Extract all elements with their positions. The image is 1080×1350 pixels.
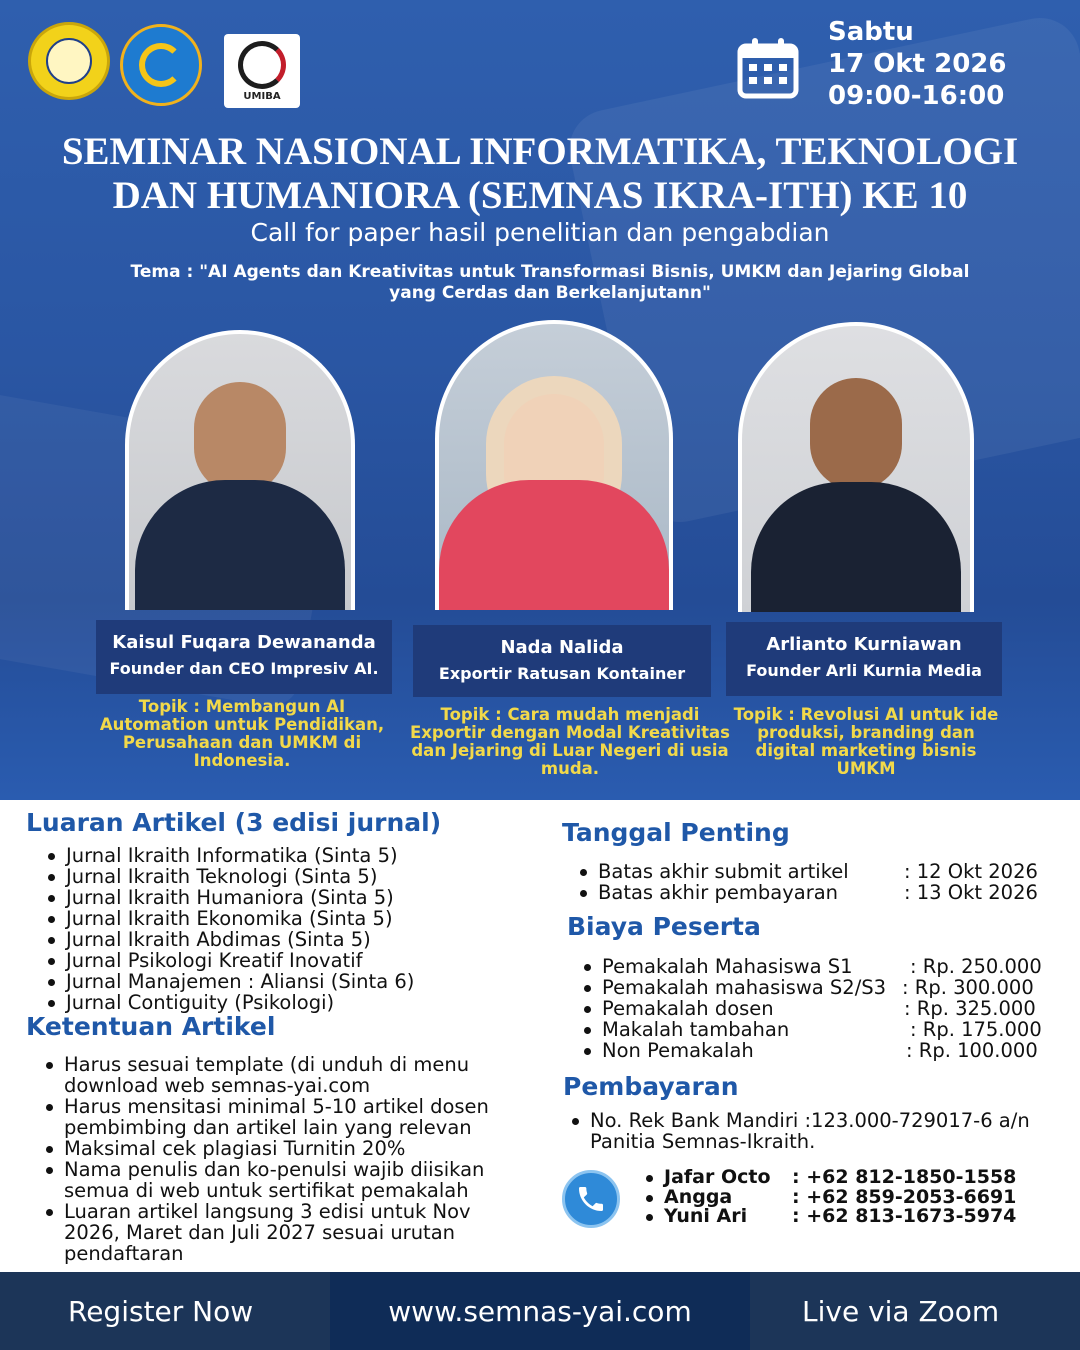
- list-item: Maksimal cek plagiasi Turnitin 20%: [42, 1138, 532, 1159]
- speaker-1-card: [96, 620, 392, 694]
- bank-account-holder: Panitia Semnas-Ikraith.: [590, 1130, 816, 1153]
- speaker-face: [810, 378, 902, 490]
- footer-bar: [0, 1272, 1080, 1350]
- speaker-outfit: [439, 480, 669, 610]
- speaker-photo-3: [738, 322, 974, 612]
- speaker-3-role: Founder Arli Kurnia Media: [746, 661, 982, 680]
- list-item: Luaran artikel langsung 3 edisi untuk Nov 2026, Maret dan Juli 2027 sesuai urutan pendaftaran: [42, 1201, 532, 1264]
- umiba-logo-text: UMIBA: [243, 90, 281, 102]
- speaker-2-role: Exportir Ratusan Kontainer: [438, 664, 686, 683]
- event-day: Sabtu: [828, 17, 914, 47]
- list-item: [576, 882, 1066, 903]
- biaya-value: : Rp. 300.000: [902, 976, 1034, 999]
- title-line-1: SEMINAR NASIONAL INFORMATIKA, TEKNOLOGI: [61, 130, 1019, 173]
- event-datetime: [828, 16, 1006, 112]
- tanggal-heading: Tanggal Penting: [562, 818, 790, 847]
- list-item: Jurnal Manajemen : Aliansi (Sinta 6): [44, 971, 524, 992]
- list-item: [580, 998, 1070, 1019]
- phone-icon: [562, 1170, 620, 1228]
- list-item: Jurnal Psikologi Kreatif Inovatif: [44, 950, 524, 971]
- speaker-1-role: Founder dan CEO Impresiv AI.: [109, 659, 379, 678]
- list-item: Jurnal Contiguity (Psikologi): [44, 992, 524, 1013]
- university-logo: [28, 22, 110, 100]
- contact-phone[interactable]: : +62 813-1673-5974: [792, 1205, 1017, 1227]
- event-subtitle: Call for paper hasil penelitian dan pengabdian: [250, 218, 830, 247]
- diktisaintek-logo: [120, 24, 202, 106]
- speaker-2-card: [413, 625, 711, 697]
- luaran-heading: Luaran Artikel (3 edisi jurnal): [26, 808, 442, 837]
- biaya-value: : Rp. 250.000: [910, 955, 1042, 978]
- speaker-photo-1: [125, 330, 355, 610]
- list-item: [580, 956, 1070, 977]
- biaya-label: Pemakalah dosen: [602, 997, 774, 1020]
- biaya-value: : Rp. 175.000: [910, 1018, 1042, 1041]
- pembayaran-list: [568, 1110, 1068, 1152]
- list-item: Jurnal Ikraith Ekonomika (Sinta 5): [44, 908, 524, 929]
- title-line-2: DAN HUMANIORA (SEMNAS IKRA-ITH) KE 10: [112, 174, 968, 217]
- speaker-face: [194, 382, 286, 494]
- speaker-2-name: Nada Nalida: [500, 637, 624, 658]
- tanggal-value: : 13 Okt 2026: [904, 881, 1038, 904]
- contact-row: [640, 1207, 1016, 1227]
- bank-account: No. Rek Bank Mandiri :123.000-729017-6 a/n: [590, 1109, 1030, 1132]
- speaker-suit: [135, 480, 345, 610]
- biaya-value: : Rp. 100.000: [906, 1039, 1038, 1062]
- theme-line-2: yang Cerdas dan Berkelanjutann": [389, 283, 711, 303]
- contact-phone[interactable]: : +62 859-2053-6691: [792, 1185, 1017, 1208]
- ketentuan-heading: Ketentuan Artikel: [26, 1012, 276, 1041]
- biaya-label: Makalah tambahan: [602, 1018, 790, 1041]
- ketentuan-list: [42, 1054, 532, 1264]
- list-item: Harus sesuai template (di unduh di menu download web semnas-yai.com: [42, 1054, 532, 1096]
- contact-row: [640, 1168, 1016, 1188]
- list-item: [576, 861, 1066, 882]
- contact-name: Jafar Octo: [640, 1168, 792, 1188]
- tanggal-label: Batas akhir pembayaran: [598, 881, 839, 904]
- website-link[interactable]: www.semnas-yai.com: [330, 1272, 750, 1350]
- list-item: Jurnal Ikraith Informatika (Sinta 5): [44, 845, 524, 866]
- luaran-list: [44, 845, 524, 1013]
- speaker-photo-2: [435, 320, 673, 610]
- speaker-3-card: [726, 622, 1002, 696]
- speaker-3-name: Arlianto Kurniawan: [766, 634, 962, 655]
- speaker-1-topic: Topik : Membangun AI Automation untuk Pendidikan, Perusahaan dan UMKM di Indonesia.: [99, 697, 385, 770]
- register-now-button[interactable]: Register Now: [0, 1272, 330, 1350]
- list-item: [568, 1110, 1068, 1152]
- biaya-list: [580, 956, 1070, 1061]
- contact-list: [640, 1168, 1016, 1227]
- speaker-suit: [751, 482, 961, 612]
- tanggal-label: Batas akhir submit artikel: [598, 860, 849, 883]
- event-theme: [100, 262, 1000, 304]
- contact-name: Yuni Ari: [640, 1207, 792, 1227]
- list-item: Jurnal Ikraith Teknologi (Sinta 5): [44, 866, 524, 887]
- pembayaran-heading: Pembayaran: [563, 1072, 739, 1101]
- event-title: [40, 130, 1040, 218]
- list-item: Nama penulis dan ko-penulsi wajib diisikan semua di web untuk sertifikat pemakalah: [42, 1159, 532, 1201]
- tanggal-value: : 12 Okt 2026: [904, 860, 1038, 883]
- theme-line-1: Tema : "AI Agents dan Kreativitas untuk Transformasi Bisnis, UMKM dan Jejaring Global: [130, 262, 970, 282]
- biaya-label: Non Pemakalah: [602, 1039, 754, 1062]
- live-zoom-label: Live via Zoom: [750, 1272, 1080, 1350]
- list-item: [580, 1019, 1070, 1040]
- calendar-icon: [736, 36, 800, 100]
- list-item: Jurnal Ikraith Humaniora (Sinta 5): [44, 887, 524, 908]
- biaya-value: : Rp. 325.000: [904, 997, 1036, 1020]
- biaya-label: Pemakalah mahasiswa S2/S3: [602, 976, 887, 999]
- event-date: 17 Okt 2026: [828, 49, 1007, 79]
- biaya-heading: Biaya Peserta: [567, 912, 761, 941]
- list-item: [580, 977, 1070, 998]
- tanggal-list: [576, 861, 1066, 903]
- list-item: Jurnal Ikraith Abdimas (Sinta 5): [44, 929, 524, 950]
- biaya-label: Pemakalah Mahasiswa S1: [602, 955, 853, 978]
- list-item: [580, 1040, 1070, 1061]
- list-item: Harus mensitasi minimal 5-10 artikel dosen pembimbing dan artikel lain yang relevan: [42, 1096, 532, 1138]
- speaker-2-topic: Topik : Cara mudah menjadi Exportir dengan Modal Kreativitas dan Jejaring di Luar Negeri di usia muda.: [410, 705, 730, 778]
- contact-name: Angga: [640, 1188, 792, 1208]
- speaker-1-name: Kaisul Fuqara Dewananda: [112, 632, 376, 653]
- event-time: 09:00-16:00: [828, 81, 1005, 111]
- contact-phone[interactable]: : +62 812-1850-1558: [792, 1166, 1017, 1188]
- speaker-3-topic: Topik : Revolusi AI untuk ide produksi, branding dan digital marketing bisnis UMKM: [733, 705, 999, 778]
- umiba-logo: [224, 34, 300, 108]
